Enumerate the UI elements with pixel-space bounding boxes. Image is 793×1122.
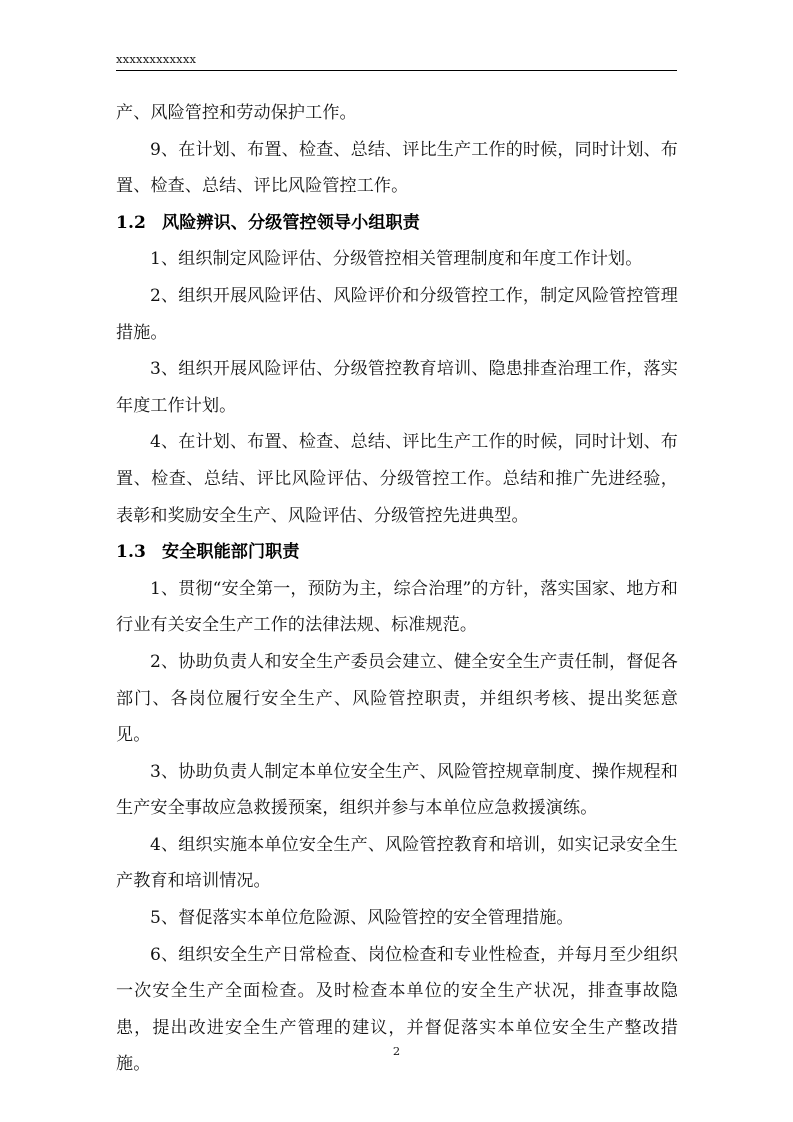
section-heading-title: 安全职能部门职责 xyxy=(162,542,300,563)
body-paragraph: 9、在计划、布置、检查、总结、评比生产工作的时候，同时计划、布置、检查、总结、评比风险管控工作。 xyxy=(116,139,678,197)
section-heading-title: 风险辨识、分级管控领导小组职责 xyxy=(162,212,420,233)
body-paragraph: 产、风险管控和劳动保护工作。 xyxy=(116,103,357,123)
body-paragraph: 4、在计划、布置、检查、总结、评比生产工作的时候，同时计划、布置、检查、总结、评比风险评估、分级管控工作。总结和推广先进经验，表彰和奖励安全生产、风险评估、分级管控先进典型。 xyxy=(116,432,678,526)
header-title: xxxxxxxxxxxx xyxy=(116,52,197,66)
document-body xyxy=(116,95,678,1083)
body-paragraph: 2、组织开展风险评估、风险评价和分级管控工作，制定风险管控管理措施。 xyxy=(116,285,678,343)
page-header xyxy=(116,52,677,71)
header-rule xyxy=(116,70,677,71)
page-number: 2 xyxy=(392,1044,401,1058)
body-paragraph: 5、督促落实本单位危险源、风险管控的安全管理措施。 xyxy=(150,908,574,929)
section-heading-number: 1.3 xyxy=(116,542,147,563)
body-paragraph: 4、组织实施本单位安全生产、风险管控教育和培训，如实记录安全生产教育和培训情况。 xyxy=(116,834,678,892)
section-heading xyxy=(116,205,678,242)
body-paragraph: 1、贯彻“安全第一，预防为主，综合治理”的方针，落实国家、地方和行业有关安全生产工作的法律法规、标准规范。 xyxy=(116,578,678,636)
page-footer xyxy=(0,1040,793,1059)
body-paragraph: 1、组织制定风险评估、分级管控相关管理制度和年度工作计划。 xyxy=(150,249,643,270)
body-paragraph: 6、组织安全生产日常检查、岗位检查和专业性检查，并每月至少组织一次安全生产全面检查。及时检查本单位的安全生产状况，排查事故隐患，提出改进安全生产管理的建议，并督促落实本单位安全生产整改措施。 xyxy=(116,944,678,1075)
section-heading xyxy=(116,534,678,571)
body-paragraph: 3、组织开展风险评估、分级管控教育培训、隐患排查治理工作，落实年度工作计划。 xyxy=(116,359,678,416)
body-paragraph: 2、协助负责人和安全生产委员会建立、健全安全生产责任制，督促各部门、各岗位履行安全生产、风险管控职责，并组织考核、提出奖惩意见。 xyxy=(116,651,678,746)
body-paragraph: 3、协助负责人制定本单位安全生产、风险管控规章制度、操作规程和生产安全事故应急救援预案，组织并参与本单位应急救援演练。 xyxy=(116,761,678,819)
section-heading-number: 1.2 xyxy=(116,212,147,233)
